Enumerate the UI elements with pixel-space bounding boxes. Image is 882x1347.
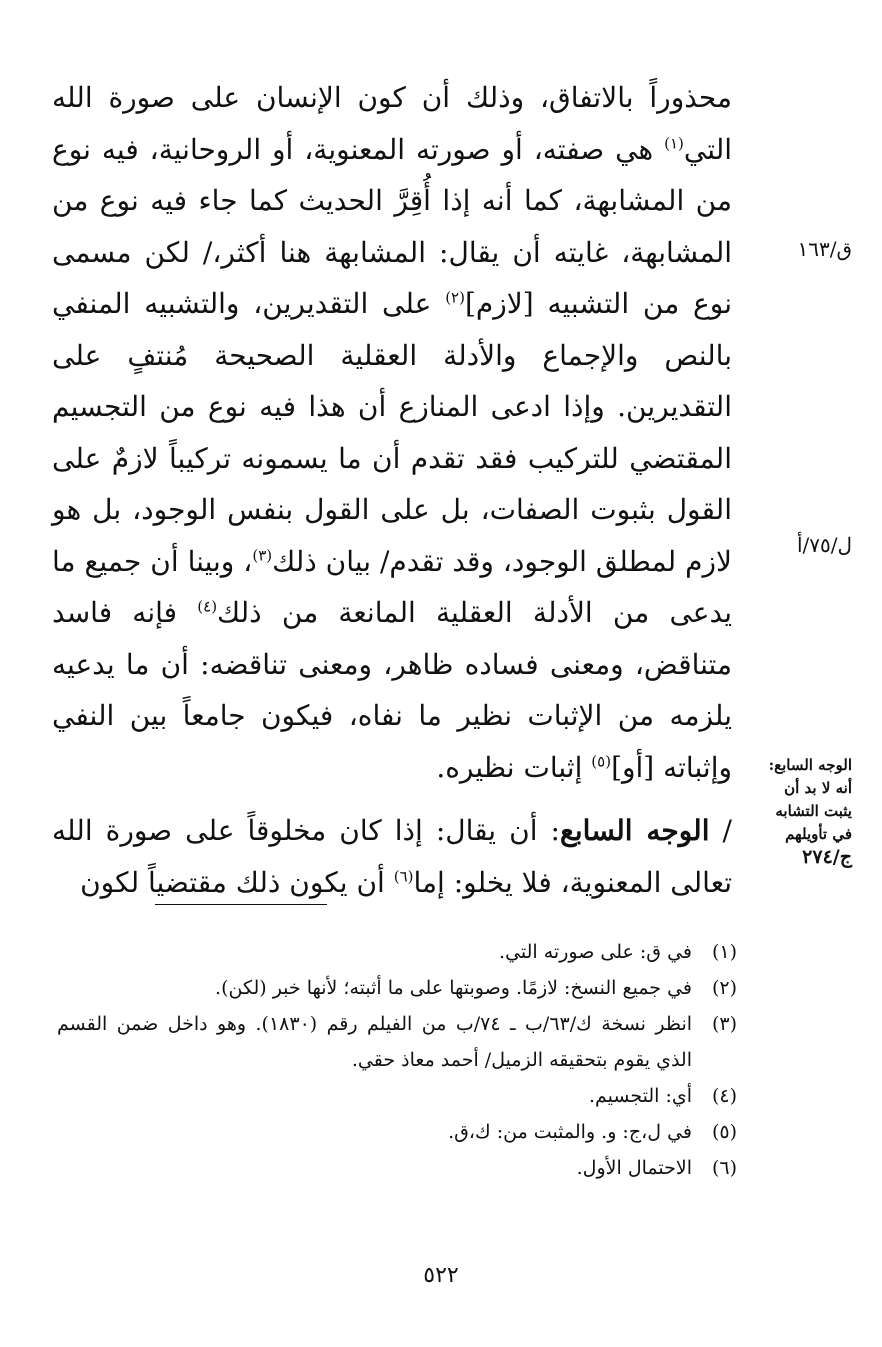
- footnote-number: (٥): [711, 1121, 737, 1143]
- paragraph-2: [52, 805, 732, 908]
- footnote-text: الاحتمال الأول.: [576, 1157, 692, 1179]
- text-segment: محذوراً بالاتفاق، وذلك أن كون الإنسان على صورة الله التي: [52, 81, 733, 166]
- footnotes: [57, 934, 737, 1186]
- footnote-ref-2[interactable]: (٢): [445, 288, 465, 307]
- text-segment: : أن يقال: إذا كان مخلوقاً على صورة الله تعالى المعنوية، فلا يخلو: إما: [52, 814, 732, 899]
- footnote-text: في ل،ج: و. والمثبت من: ك،ق.: [448, 1121, 692, 1143]
- text-segment: ، وبينا أن جميع ما يدعى من الأدلة العقلية المانعة من ذلك: [52, 544, 732, 629]
- main-text: [52, 72, 732, 908]
- margin-section-heading: [742, 754, 852, 869]
- footnote-number: (٤): [711, 1085, 737, 1107]
- footnote-1: [57, 934, 737, 970]
- page-number: ٥٢٢: [423, 1263, 459, 1288]
- paragraph-1: [52, 72, 732, 793]
- footnote-6: [57, 1150, 737, 1186]
- margin-note-l75a: ل/٧٥/أ: [796, 533, 852, 557]
- footnote-4: [57, 1078, 737, 1114]
- section-heading: الوجه السابع: [559, 814, 710, 847]
- text-segment: على التقديرين، والتشبيه المنفي بالنص والإجماع والأدلة العقلية الصحيحة مُنتفٍ على التقديرين. وإذا ادعى المنازع أن هذا فيه نوع من التجسيم المقتضي للتركيب فقد تقدم أن ما يسمونه تركيباً لازمٌ على القول بثبوت الصفات، بل على القول بنفس الوجود، بل هو لازم لمطلق الوجود، وقد تقدم/ بيان ذلك: [52, 287, 732, 578]
- margin-heading-line: يثبت التشابه: [775, 802, 852, 820]
- margin-note-q163: ق/١٦٣: [797, 237, 852, 261]
- footnote-text: في ق: على صورته التي.: [499, 941, 692, 963]
- footnote-number: (٦): [711, 1157, 737, 1179]
- footnote-2: [57, 970, 737, 1006]
- footnote-ref-4[interactable]: (٤): [197, 597, 218, 616]
- footnote-ref-1[interactable]: (١): [664, 134, 684, 153]
- footnote-text: في جميع النسخ: لازمًا. وصوبتها على ما أثبته؛ لأنها خبر (لكن).: [215, 977, 692, 999]
- footnote-ref-6[interactable]: (٦): [393, 867, 414, 886]
- margin-heading-line: الوجه السابع:: [768, 756, 852, 774]
- footnote-text: أي: التجسيم.: [588, 1085, 692, 1107]
- margin-heading-line: في تأويلهم: [785, 825, 852, 843]
- footnote-number: (١): [711, 941, 737, 963]
- footnote-text: انظر نسخة ك/٦٣/ب ـ ٧٤/ب من الفيلم رقم (١٨٣٠). وهو داخل ضمن القسم الذي يقوم بتحقيقه الزميل/ أحمد معاذ حقي.: [57, 1013, 693, 1071]
- footnote-ref-3[interactable]: (٣): [252, 546, 273, 565]
- text-segment: فإنه فاسد متناقض، ومعنى فساده ظاهر، ومعنى تناقضه: أن ما يدعيه يلزمه من الإثبات نظير ما نفاه، فيكون جامعاً بين النفي وإثباته [أو]: [52, 596, 732, 784]
- text-segment: أن يكون ذلك مقتضياً لكون: [80, 865, 394, 899]
- text-segment: إثبات نظيره.: [436, 750, 592, 784]
- footnote-ref-5[interactable]: (٥): [591, 752, 612, 771]
- footnote-5: [57, 1114, 737, 1150]
- footnote-divider: [155, 904, 327, 905]
- footnote-number: (٢): [711, 977, 737, 999]
- text-segment: هي صفته، أو صورته المعنوية، أو الروحانية، فيه نوع من المشابهة، كما أنه إذا أُقِرَّ الحديث كما جاء فيه نوع من المشابهة، غايته أن يقال: المشابهة هنا أكثر،/ لكن مسمى نوع من التشبيه [لازم]: [52, 132, 732, 320]
- footnote-number: (٣): [711, 1013, 737, 1035]
- margin-heading-line: أنه لا بد أن: [784, 779, 852, 797]
- footnote-3: [57, 1006, 737, 1078]
- page-marker: /: [709, 814, 732, 847]
- margin-heading-line: ج/٢٧٤: [802, 846, 852, 868]
